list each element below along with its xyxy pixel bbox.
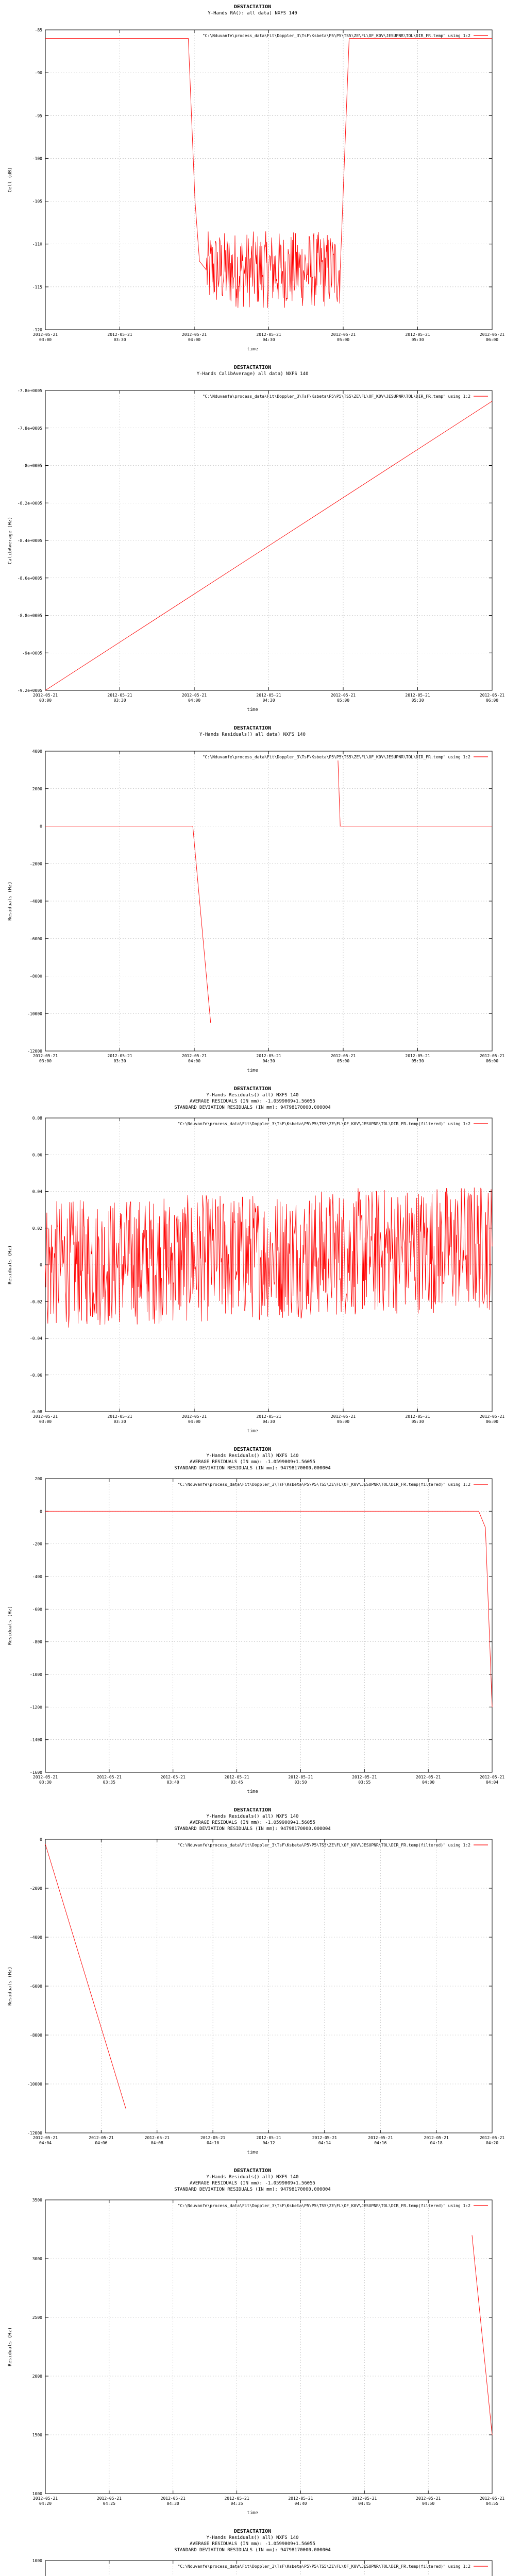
y-tick-label: 3500	[32, 2198, 42, 2202]
legend-label: "C:\Nduvanfe\process_data\Fit\Doppler_3\TsF\Ksbeta\P5\P5\TS5\ZE\FL\OF_K0V\JESUPNR\TOL\DIR_FR.temp(filtered)" using 1:2	[177, 1482, 470, 1487]
x-tick-label-date: 2012-05-21	[405, 1054, 430, 1058]
x-tick-label-time: 04:08	[150, 2141, 163, 2145]
y-tick-label: -7.8e+0005	[17, 426, 42, 431]
y-tick-label: -12000	[27, 2131, 42, 2136]
x-tick-label-date: 2012-05-21	[479, 332, 505, 337]
series-line	[45, 826, 211, 1023]
x-tick-label-date: 2012-05-21	[107, 332, 132, 337]
y-tick-label: -10000	[27, 2082, 42, 2087]
x-tick-label-time: 04:00	[188, 337, 201, 342]
chart-title: DESTACTATION	[233, 1807, 272, 1813]
x-tick-label-time: 03:40	[166, 1780, 179, 1785]
x-tick-label-time: 04:25	[103, 2501, 115, 2506]
x-tick-label-time: 04:35	[230, 2501, 243, 2506]
x-tick-label-date: 2012-05-21	[144, 2136, 170, 2140]
x-tick-label-time: 04:50	[422, 2501, 435, 2506]
legend-label: "C:\Nduvanfe\process_data\Fit\Doppler_3\TsF\Ksbeta\P5\P5\TS5\ZE\FL\OF_K0V\JESUPNR\TOL\DIR_FR.temp" using 1:2	[202, 755, 470, 759]
y-tick-label: 200	[35, 1477, 42, 1481]
x-axis-label: time	[247, 1068, 258, 1073]
x-tick-label-date: 2012-05-21	[479, 2136, 505, 2140]
y-tick-label: -90	[35, 71, 42, 76]
x-tick-label-date: 2012-05-21	[416, 1775, 441, 1780]
x-tick-label-time: 05:00	[336, 1419, 350, 1424]
y-tick-label: -0.02	[29, 1299, 42, 1304]
y-tick-label: 1500	[32, 2433, 42, 2437]
x-tick-label-date: 2012-05-21	[330, 332, 356, 337]
y-tick-label: -200	[32, 1541, 42, 1547]
x-tick-label-date: 2012-05-21	[181, 693, 207, 698]
x-tick-label-time: 04:30	[166, 2501, 179, 2506]
chart-title: DESTACTATION	[233, 1086, 272, 1092]
series-line	[45, 1844, 126, 2109]
series-line	[338, 760, 492, 826]
y-tick-label: -120	[32, 328, 42, 332]
x-tick-label-time: 05:30	[411, 337, 424, 342]
plot-frame	[45, 2200, 492, 2494]
x-tick-label-time: 06:00	[485, 337, 499, 342]
x-tick-label-time: 03:00	[39, 698, 52, 703]
x-tick-label-date: 2012-05-21	[32, 1775, 58, 1780]
y-tick-label: -0.06	[29, 1372, 42, 1378]
y-tick-label: -9.2e+0005	[17, 688, 42, 693]
x-tick-label-date: 2012-05-21	[200, 2136, 226, 2140]
x-tick-label-date: 2012-05-21	[330, 693, 356, 698]
x-tick-label-date: 2012-05-21	[424, 2136, 449, 2140]
y-axis-label: Residuals (Hz)	[8, 882, 13, 921]
y-tick-label: -800	[32, 1639, 42, 1645]
x-tick-label-time: 03:30	[113, 337, 126, 342]
x-axis-label: time	[247, 347, 258, 352]
x-tick-label-time: 04:00	[422, 1780, 435, 1785]
y-tick-label: -600	[32, 1607, 42, 1612]
x-tick-label-time: 04:30	[262, 337, 275, 342]
x-tick-label-date: 2012-05-21	[89, 2136, 114, 2140]
x-tick-label-time: 03:50	[294, 1780, 307, 1785]
chart-subtitle-3: STANDARD DEVIATION RESIDUALS (IN mm): 94798170000.000004	[174, 1105, 331, 1110]
chart-subtitle: Y-Hands Residuals() all) NXFS 140	[206, 2535, 299, 2540]
y-tick-label: 2000	[32, 2374, 42, 2379]
x-tick-label-date: 2012-05-21	[312, 2136, 337, 2140]
x-tick-label-time: 03:30	[39, 1780, 52, 1785]
x-tick-label-time: 03:35	[103, 1780, 115, 1785]
x-tick-label-time: 05:00	[336, 698, 350, 703]
x-tick-label-time: 03:30	[113, 698, 126, 703]
x-tick-label-time: 04:18	[430, 2141, 443, 2145]
x-tick-label-time: 04:55	[485, 2501, 499, 2506]
x-tick-label-date: 2012-05-21	[256, 1054, 281, 1058]
x-tick-label-date: 2012-05-21	[479, 1054, 505, 1058]
x-tick-label-date: 2012-05-21	[107, 1054, 132, 1058]
x-tick-label-date: 2012-05-21	[32, 332, 58, 337]
x-tick-label-date: 2012-05-21	[181, 1054, 207, 1058]
chart-subtitle: Y-Hands Residuals() all) NXFS 140	[206, 1093, 299, 1098]
y-tick-label: 1000	[32, 2492, 42, 2496]
y-axis-label: Residuals (Hz)	[8, 1967, 13, 2006]
chart-subtitle: Y-Hands Residuals() all data) NXFS 140	[199, 732, 306, 737]
x-tick-label-time: 03:00	[39, 1059, 52, 1063]
y-tick-label: -6000	[29, 1984, 42, 1989]
y-tick-label: -110	[32, 242, 42, 247]
x-tick-label-time: 06:00	[485, 698, 499, 703]
x-tick-label-time: 05:30	[411, 1419, 424, 1424]
x-tick-label-date: 2012-05-21	[32, 2136, 58, 2140]
legend-label: "C:\Nduvanfe\process_data\Fit\Doppler_3\TsF\Ksbeta\P5\P5\TS5\ZE\FL\OF_K0V\JESUPNR\TOL\DIR_FR.temp(filtered)" using 1:2	[177, 1843, 470, 1848]
chart-title: DESTACTATION	[233, 2168, 272, 2174]
x-tick-label-date: 2012-05-21	[288, 2496, 313, 2501]
chart-subtitle-3: STANDARD DEVIATION RESIDUALS (IN mm): 94798170000.000004	[174, 1466, 331, 1471]
y-tick-label: -1200	[29, 1705, 42, 1710]
x-tick-label-date: 2012-05-21	[479, 2496, 505, 2501]
x-tick-label-time: 04:20	[485, 2141, 499, 2145]
chart-subtitle-3: STANDARD DEVIATION RESIDUALS (IN mm): 94798170000.000004	[174, 1826, 331, 1832]
x-tick-label-time: 04:30	[262, 1419, 275, 1424]
y-tick-label: -1400	[29, 1737, 42, 1742]
chart-title: DESTACTATION	[233, 725, 272, 731]
x-tick-label-date: 2012-05-21	[160, 1775, 186, 1780]
x-tick-label-date: 2012-05-21	[352, 2496, 377, 2501]
series-line	[472, 2235, 492, 2435]
y-tick-label: -8.6e+0005	[17, 575, 42, 581]
legend-label: "C:\Nduvanfe\process_data\Fit\Doppler_3\TsF\Ksbeta\P5\P5\TS5\ZE\FL\OF_K0V\JESUPNR\TOL\DIR_FR.temp(filtered)" using 1:2	[177, 1122, 470, 1126]
x-tick-label-date: 2012-05-21	[416, 2496, 441, 2501]
chart-title: DESTACTATION	[233, 2529, 272, 2534]
x-tick-label-date: 2012-05-21	[181, 332, 207, 337]
series-line	[45, 401, 492, 690]
x-tick-label-time: 04:04	[39, 2141, 52, 2145]
x-axis-label: time	[247, 2511, 258, 2516]
x-tick-label-time: 04:12	[262, 2141, 275, 2145]
chart-subtitle: Y-Hands Residuals() all) NXFS 140	[206, 1453, 299, 1459]
y-tick-label: -1000	[29, 1672, 42, 1677]
y-tick-label: -2000	[29, 861, 42, 867]
x-tick-label-date: 2012-05-21	[352, 1775, 377, 1780]
x-axis-label: time	[247, 1429, 258, 1434]
y-tick-label: -8e+0005	[22, 463, 42, 468]
y-tick-label: -4000	[29, 899, 42, 904]
y-tick-label: -10000	[27, 1011, 42, 1016]
chart-subtitle-2: AVERAGE RESIDUALS (IN mm): -1.0599009+1.56055	[190, 2181, 315, 2186]
y-tick-label: -100	[32, 156, 42, 161]
x-tick-label-time: 04:45	[358, 2501, 371, 2506]
x-tick-label-date: 2012-05-21	[224, 2496, 249, 2501]
y-tick-label: -6000	[29, 936, 42, 941]
x-tick-label-date: 2012-05-21	[32, 693, 58, 698]
x-tick-label-time: 05:30	[411, 1059, 424, 1063]
y-tick-label: 0	[40, 824, 42, 829]
x-tick-label-time: 04:00	[188, 698, 201, 703]
x-tick-label-date: 2012-05-21	[96, 2496, 122, 2501]
plot-frame	[45, 1479, 492, 1772]
y-tick-label: -105	[32, 199, 42, 204]
x-tick-label-time: 04:00	[188, 1059, 201, 1063]
y-tick-label: 1000	[32, 2558, 42, 2563]
y-tick-label: 2000	[32, 786, 42, 791]
y-tick-label: -8.4e+0005	[17, 538, 42, 543]
y-tick-label: -400	[32, 1574, 42, 1579]
y-tick-label: -8000	[29, 2033, 42, 2038]
x-tick-label-time: 04:40	[294, 2501, 307, 2506]
x-tick-label-date: 2012-05-21	[107, 693, 132, 698]
y-tick-label: -8.2e+0005	[17, 501, 42, 506]
legend-label: "C:\Nduvanfe\process_data\Fit\Doppler_3\TsF\Ksbeta\P5\P5\TS5\ZE\FL\OF_K0V\JESUPNR\TOL\DIR_FR.temp" using 1:2	[202, 33, 470, 38]
x-tick-label-time: 06:00	[485, 1059, 499, 1063]
x-tick-label-time: 04:00	[188, 1419, 201, 1424]
x-tick-label-date: 2012-05-21	[224, 1775, 249, 1780]
x-axis-label: time	[247, 2150, 258, 2155]
x-tick-label-time: 04:16	[374, 2141, 387, 2145]
y-tick-label: -1600	[29, 1770, 42, 1775]
x-tick-label-time: 03:00	[39, 1419, 52, 1424]
x-tick-label-date: 2012-05-21	[405, 693, 430, 698]
x-tick-label-date: 2012-05-21	[330, 1054, 356, 1058]
x-tick-label-date: 2012-05-21	[479, 1775, 505, 1780]
y-tick-label: 3000	[32, 2257, 42, 2261]
x-tick-label-date: 2012-05-21	[330, 1414, 356, 1419]
y-tick-label: -9e+0005	[22, 651, 42, 656]
y-tick-label: -0.04	[29, 1336, 42, 1341]
y-axis-label: CalibAverage (Hz)	[8, 516, 13, 565]
chart-title: DESTACTATION	[233, 4, 272, 10]
x-tick-label-date: 2012-05-21	[32, 2496, 58, 2501]
y-tick-label: 2500	[32, 2315, 42, 2320]
y-axis-label: Cell (dB)	[8, 167, 13, 193]
x-tick-label-time: 05:30	[411, 698, 424, 703]
y-tick-label: -2000	[29, 1886, 42, 1891]
y-tick-label: 0.08	[32, 1116, 42, 1121]
y-tick-label: 0.04	[32, 1189, 42, 1194]
chart-subtitle: Y-Hands CalibAverage) all data) NXFS 140	[196, 371, 309, 377]
x-tick-label-date: 2012-05-21	[405, 332, 430, 337]
y-tick-label: -12000	[27, 1049, 42, 1054]
x-tick-label-date: 2012-05-21	[160, 2496, 186, 2501]
legend-label: "C:\Nduvanfe\process_data\Fit\Doppler_3\TsF\Ksbeta\P5\P5\TS5\ZE\FL\OF_K0V\JESUPNR\TOL\DIR_FR.temp(filtered)" using 1:2	[177, 2204, 470, 2208]
x-tick-label-time: 04:20	[39, 2501, 52, 2506]
chart-subtitle-2: AVERAGE RESIDUALS (IN mm): -1.0599009+1.56055	[190, 1460, 315, 1465]
y-tick-label: 0	[40, 1263, 42, 1267]
x-tick-label-time: 03:30	[113, 1419, 126, 1424]
y-axis-label: Residuals (Hz)	[8, 2327, 13, 2366]
x-tick-label-date: 2012-05-21	[32, 1414, 58, 1419]
chart-subtitle: Y-Hands RA(): all data) NXFS 140	[208, 11, 297, 16]
y-tick-label: -8.8e+0005	[17, 613, 42, 618]
legend-label: "C:\Nduvanfe\process_data\Fit\Doppler_3\TsF\Ksbeta\P5\P5\TS5\ZE\FL\OF_K0V\JESUPNR\TOL\DIR_FR.temp" using 1:2	[202, 394, 470, 399]
x-tick-label-date: 2012-05-21	[256, 693, 281, 698]
x-tick-label-time: 04:04	[485, 1780, 499, 1785]
x-tick-label-time: 04:14	[318, 2141, 331, 2145]
chart-subtitle: Y-Hands Residuals() all) NXFS 140	[206, 2175, 299, 2180]
legend-label: "C:\Nduvanfe\process_data\Fit\Doppler_3\TsF\Ksbeta\P5\P5\TS5\ZE\FL\OF_K0V\JESUPNR\TOL\DIR_FR.temp(filtered)" using 1:2	[177, 2564, 470, 2569]
x-tick-label-date: 2012-05-21	[368, 2136, 393, 2140]
y-tick-label: 0.02	[32, 1226, 42, 1231]
x-tick-label-date: 2012-05-21	[479, 1414, 505, 1419]
x-tick-label-date: 2012-05-21	[96, 1775, 122, 1780]
y-tick-label: -8000	[29, 974, 42, 979]
chart-subtitle-2: AVERAGE RESIDUALS (IN mm): -1.0599009+1.56055	[190, 1820, 315, 1825]
y-tick-label: -95	[35, 113, 42, 118]
x-tick-label-time: 04:30	[262, 1059, 275, 1063]
y-axis-label: Residuals (Hz)	[8, 1606, 13, 1645]
y-tick-label: -0.08	[29, 1410, 42, 1414]
x-tick-label-time: 04:06	[95, 2141, 108, 2145]
x-tick-label-time: 03:30	[113, 1059, 126, 1063]
x-tick-label-date: 2012-05-21	[479, 693, 505, 698]
x-axis-label: time	[247, 1789, 258, 1794]
x-tick-label-time: 05:00	[336, 337, 350, 342]
x-tick-label-date: 2012-05-21	[288, 1775, 313, 1780]
x-tick-label-time: 05:00	[336, 1059, 350, 1063]
x-tick-label-date: 2012-05-21	[32, 1054, 58, 1058]
x-tick-label-date: 2012-05-21	[256, 1414, 281, 1419]
x-tick-label-date: 2012-05-21	[256, 332, 281, 337]
chart-title: DESTACTATION	[233, 365, 272, 370]
y-tick-label: -7.8e+0005	[17, 388, 42, 393]
x-tick-label-date: 2012-05-21	[405, 1414, 430, 1419]
x-tick-label-time: 03:00	[39, 337, 52, 342]
y-tick-label: 0	[40, 1837, 42, 1842]
y-axis-label: Residuals (Hz)	[8, 1245, 13, 1284]
y-tick-label: -4000	[29, 1935, 42, 1940]
x-tick-label-date: 2012-05-21	[107, 1414, 132, 1419]
x-tick-label-date: 2012-05-21	[256, 2136, 281, 2140]
x-tick-label-time: 03:45	[230, 1780, 243, 1785]
x-tick-label-time: 04:10	[207, 2141, 220, 2145]
chart-subtitle-2: AVERAGE RESIDUALS (IN mm): -1.0599009+1.56055	[190, 1099, 315, 1104]
y-tick-label: 0.06	[32, 1153, 42, 1158]
x-tick-label-date: 2012-05-21	[181, 1414, 207, 1419]
chart-title: DESTACTATION	[233, 1447, 272, 1452]
chart-subtitle: Y-Hands Residuals() all) NXFS 140	[206, 1814, 299, 1819]
chart-subtitle-3: STANDARD DEVIATION RESIDUALS (IN mm): 94798170000.000004	[174, 2187, 331, 2192]
x-axis-label: time	[247, 707, 258, 713]
x-tick-label-time: 04:30	[262, 698, 275, 703]
y-tick-label: -85	[35, 28, 42, 32]
x-tick-label-time: 03:55	[358, 1780, 371, 1785]
chart-subtitle-2: AVERAGE RESIDUALS (IN mm): -1.0599009+1.56055	[190, 2541, 315, 2547]
y-tick-label: 4000	[32, 749, 42, 754]
x-tick-label-time: 06:00	[485, 1419, 499, 1424]
y-tick-label: -115	[32, 284, 42, 290]
y-tick-label: 0	[40, 1509, 42, 1514]
chart-subtitle-3: STANDARD DEVIATION RESIDUALS (IN mm): 94798170000.000004	[174, 2548, 331, 2553]
